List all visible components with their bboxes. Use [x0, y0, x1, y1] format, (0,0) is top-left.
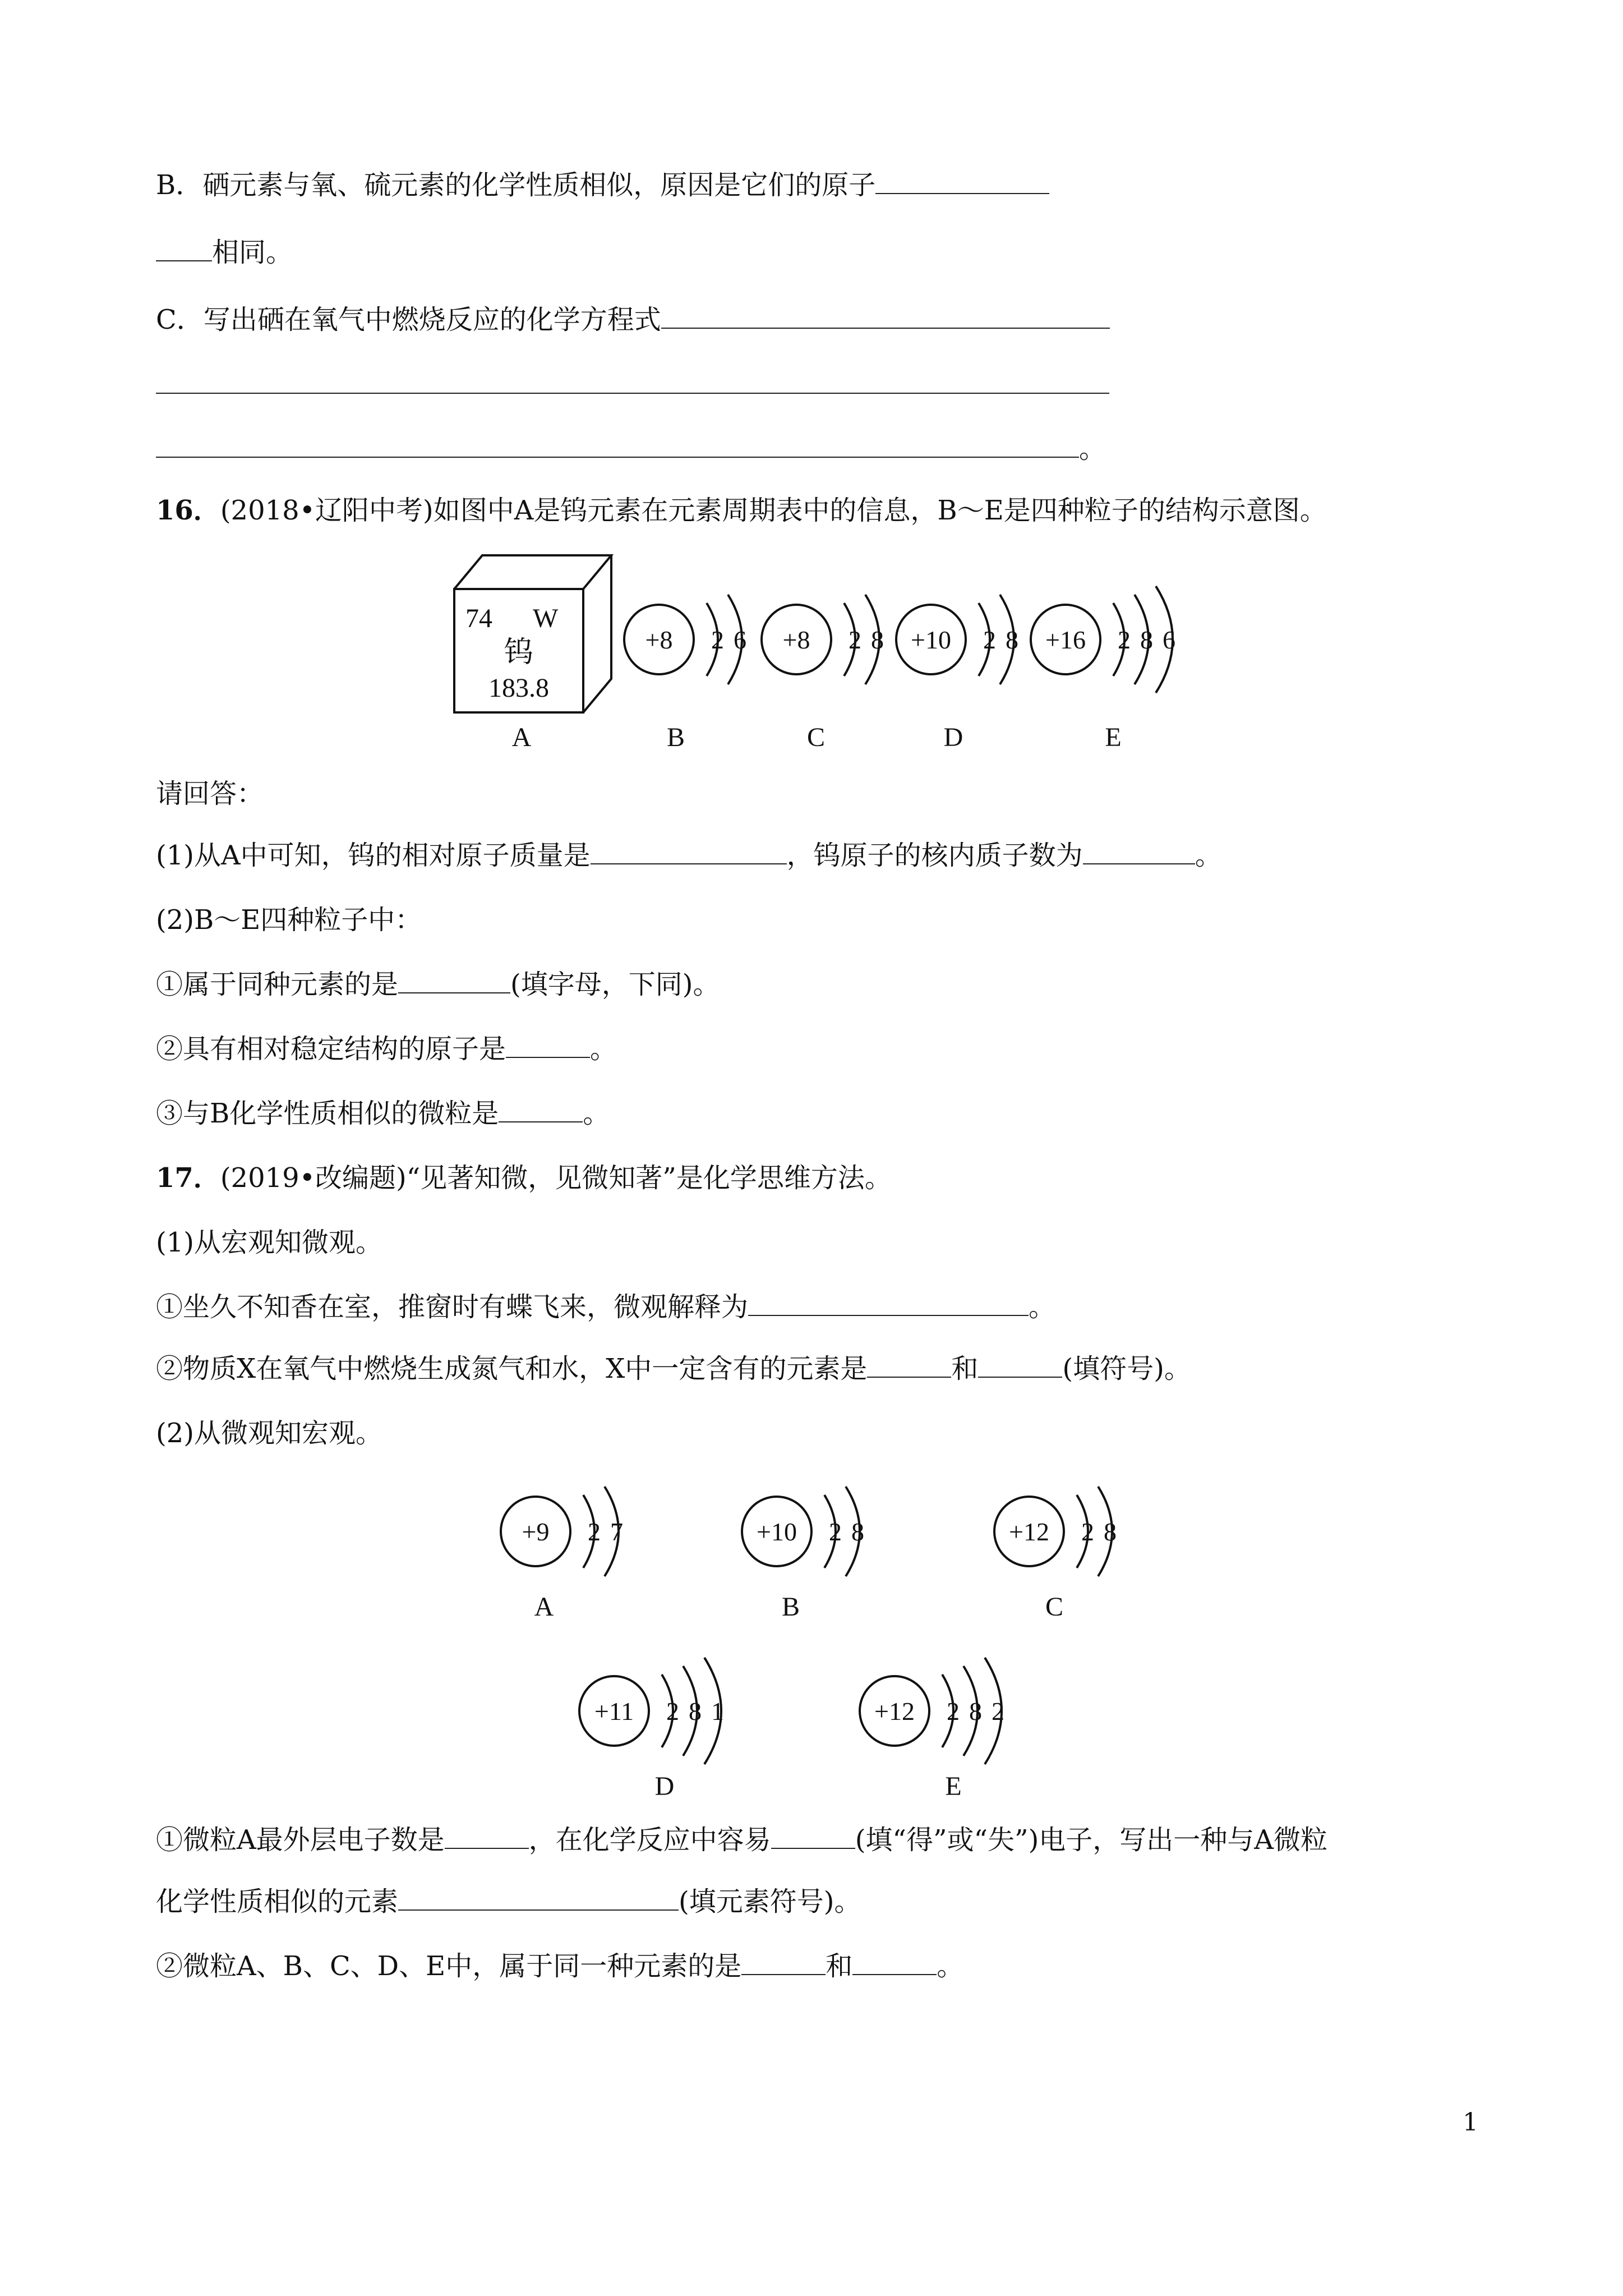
answer-blank[interactable]: [661, 303, 1110, 329]
question-text: ③与B化学性质相似的微粒是: [156, 1098, 499, 1129]
shell-electrons: 2: [588, 1517, 601, 1546]
figure-label: E: [1105, 723, 1122, 752]
shell-electrons: 7: [610, 1517, 623, 1546]
question-stem: “见著知微，见微知著”是化学思维方法。: [406, 1162, 892, 1194]
answer-blank[interactable]: [1083, 839, 1195, 864]
q15-c-end: 。: [1079, 433, 1106, 464]
page-number: 1: [1463, 2108, 1478, 2137]
q16-part-2-3: [156, 1097, 610, 1130]
particle-b: [624, 595, 746, 684]
element-mass: 183.8: [488, 673, 549, 703]
particle-c: [994, 1487, 1117, 1622]
question-text: 。: [583, 1098, 610, 1129]
particle-e: [860, 1658, 1004, 1801]
q16-stem: [156, 494, 1327, 527]
answer-line[interactable]: [156, 393, 1109, 394]
question-text: 。: [1029, 1291, 1056, 1323]
q15-part-c: [156, 303, 1110, 337]
answer-blank[interactable]: [867, 1352, 951, 1378]
question-text: ②微粒A、B、C、D、E中，属于同一种元素的是: [156, 1950, 742, 1982]
particle-a: [501, 1487, 623, 1622]
question-source: (2019•改编题): [220, 1162, 407, 1194]
shell-electrons: 2: [1081, 1517, 1094, 1546]
particle-e: [1031, 586, 1175, 693]
question-text: 。: [937, 1950, 964, 1982]
figure-label: E: [945, 1772, 962, 1801]
figure-label: C: [1045, 1592, 1064, 1622]
q17-part-2-1: [156, 1823, 1327, 1857]
shell-electrons: 8: [689, 1697, 702, 1726]
question-stem: 如图中A是钨元素在元素周期表中的信息，B～E是四种粒子的结构示意图。: [433, 495, 1327, 526]
question-text: ②具有相对稳定结构的原子是: [156, 1033, 506, 1065]
shell-electrons: 2: [666, 1697, 679, 1726]
question-text: ②物质X在氧气中燃烧生成氮气和水，X中一定含有的元素是: [156, 1353, 868, 1384]
answer-blank[interactable]: [875, 168, 1049, 194]
question-text: ①坐久不知香在室，推窗时有蝶飞来，微观解释为: [156, 1291, 749, 1323]
answer-blank[interactable]: [852, 1949, 937, 1975]
answer-blank[interactable]: [748, 1290, 1029, 1316]
shell-electrons: 8: [851, 1517, 864, 1546]
element-name: 钨: [504, 637, 534, 669]
particle-d: [896, 595, 1018, 684]
shell-electrons: 8: [1006, 625, 1018, 654]
q15-c-text: C．写出硒在氧气中燃烧反应的化学方程式: [156, 304, 661, 335]
q16-part-2: [156, 903, 422, 937]
question-text: ，钨原子的核内质子数为: [786, 840, 1083, 871]
nucleus-charge: +8: [782, 625, 810, 654]
question-text: (2)从微观知宏观。: [156, 1418, 382, 1449]
shell-electrons: 6: [734, 625, 746, 654]
shell-electrons: 1: [711, 1697, 724, 1726]
shell-electrons: 2: [947, 1697, 960, 1726]
question-source: (2018•辽阳中考): [220, 495, 434, 526]
shell-electrons: 8: [1104, 1517, 1117, 1546]
question-text: (填“得”或“失”)电子，写出一种与A微粒: [855, 1824, 1327, 1856]
q15-part-b: [156, 168, 1049, 202]
shell-electrons: 8: [1140, 625, 1153, 654]
answer-blank[interactable]: [978, 1352, 1062, 1378]
q15-part-c-end: [156, 432, 1106, 466]
figure-label: D: [943, 723, 963, 752]
question-text: (1)从A中可知，钨的相对原子质量是: [156, 840, 591, 871]
answer-blank[interactable]: [156, 432, 1079, 458]
figure-label: A: [511, 723, 532, 752]
nucleus-charge: +16: [1045, 625, 1086, 654]
question-text: (填元素符号)。: [679, 1886, 861, 1917]
q17-part-2-1-cont: [156, 1885, 861, 1918]
q16-part-2-1: [156, 968, 720, 1001]
figure-label: C: [806, 723, 826, 752]
question-text: (2)B～E四种粒子中：: [156, 904, 422, 936]
answer-blank[interactable]: [156, 236, 212, 261]
q15-part-b-end: [156, 236, 293, 269]
element-symbol: W: [533, 604, 559, 633]
particle-d: [579, 1658, 724, 1801]
shell-electrons: 6: [1163, 625, 1175, 654]
shell-electrons: 2: [829, 1517, 842, 1546]
shell-electrons: 8: [969, 1697, 982, 1726]
question-text: 。: [590, 1033, 617, 1065]
question-text: (1)从宏观知微观。: [156, 1227, 382, 1258]
figure-label: A: [534, 1592, 554, 1622]
q17-part-2: [156, 1416, 382, 1450]
question-text: ①属于同种元素的是: [156, 969, 399, 1000]
shell-electrons: 8: [871, 625, 884, 654]
q15-b-text: B．硒元素与氧、硫元素的化学性质相似，原因是它们的原子: [156, 169, 876, 201]
answer-blank[interactable]: [398, 968, 510, 993]
nucleus-charge: +12: [1009, 1517, 1049, 1546]
answer-blank[interactable]: [445, 1823, 529, 1849]
q16-figure: [437, 544, 1223, 757]
q16-part-1: [156, 839, 1222, 872]
question-number: 17．: [156, 1162, 220, 1194]
nucleus-charge: +8: [645, 625, 673, 654]
q17-figure: [482, 1475, 1211, 1879]
question-text: 和: [951, 1353, 979, 1384]
question-text: 和: [826, 1950, 853, 1982]
particle-c: [762, 595, 884, 684]
answer-blank[interactable]: [506, 1032, 590, 1058]
q17-part-1-1: [156, 1290, 1055, 1324]
prompt-text: 请回答：: [156, 778, 264, 809]
answer-blank[interactable]: [741, 1949, 826, 1975]
question-text: 化学性质相似的元素: [156, 1886, 399, 1917]
nucleus-charge: +9: [522, 1517, 550, 1546]
particle-b: [742, 1487, 864, 1622]
figure-label: B: [666, 723, 685, 752]
answer-blank[interactable]: [499, 1097, 583, 1122]
q17-stem: [156, 1161, 892, 1195]
question-text: ，在化学反应中容易: [528, 1824, 771, 1856]
question-number: 16．: [156, 495, 220, 526]
figure-label: D: [654, 1772, 675, 1801]
q15-b-end: 相同。: [212, 237, 293, 268]
shell-electrons: 2: [992, 1697, 1004, 1726]
nucleus-charge: +12: [874, 1697, 915, 1726]
answer-blank[interactable]: [771, 1823, 855, 1849]
nucleus-charge: +10: [911, 625, 951, 654]
question-text: 。: [1195, 840, 1222, 871]
shell-electrons: 2: [983, 625, 996, 654]
nucleus-charge: +11: [594, 1697, 634, 1726]
shell-electrons: 2: [1118, 625, 1131, 654]
shell-electrons: 2: [711, 625, 724, 654]
question-text: ①微粒A最外层电子数是: [156, 1824, 445, 1856]
q17-part-2-2: [156, 1949, 963, 1983]
question-text: (填符号)。: [1062, 1353, 1191, 1384]
figure-label: B: [781, 1592, 800, 1622]
q16-prompt: [156, 777, 264, 811]
question-text: (填字母，下同)。: [510, 969, 720, 1000]
shell-electrons: 2: [849, 625, 861, 654]
answer-blank[interactable]: [398, 1885, 679, 1911]
q17-part-1-2: [156, 1352, 1191, 1386]
answer-blank[interactable]: [591, 839, 787, 864]
nucleus-charge: +10: [757, 1517, 797, 1546]
q17-part-1: [156, 1226, 382, 1259]
q16-part-2-2: [156, 1032, 617, 1066]
element-atomic-number: 74: [465, 604, 492, 633]
